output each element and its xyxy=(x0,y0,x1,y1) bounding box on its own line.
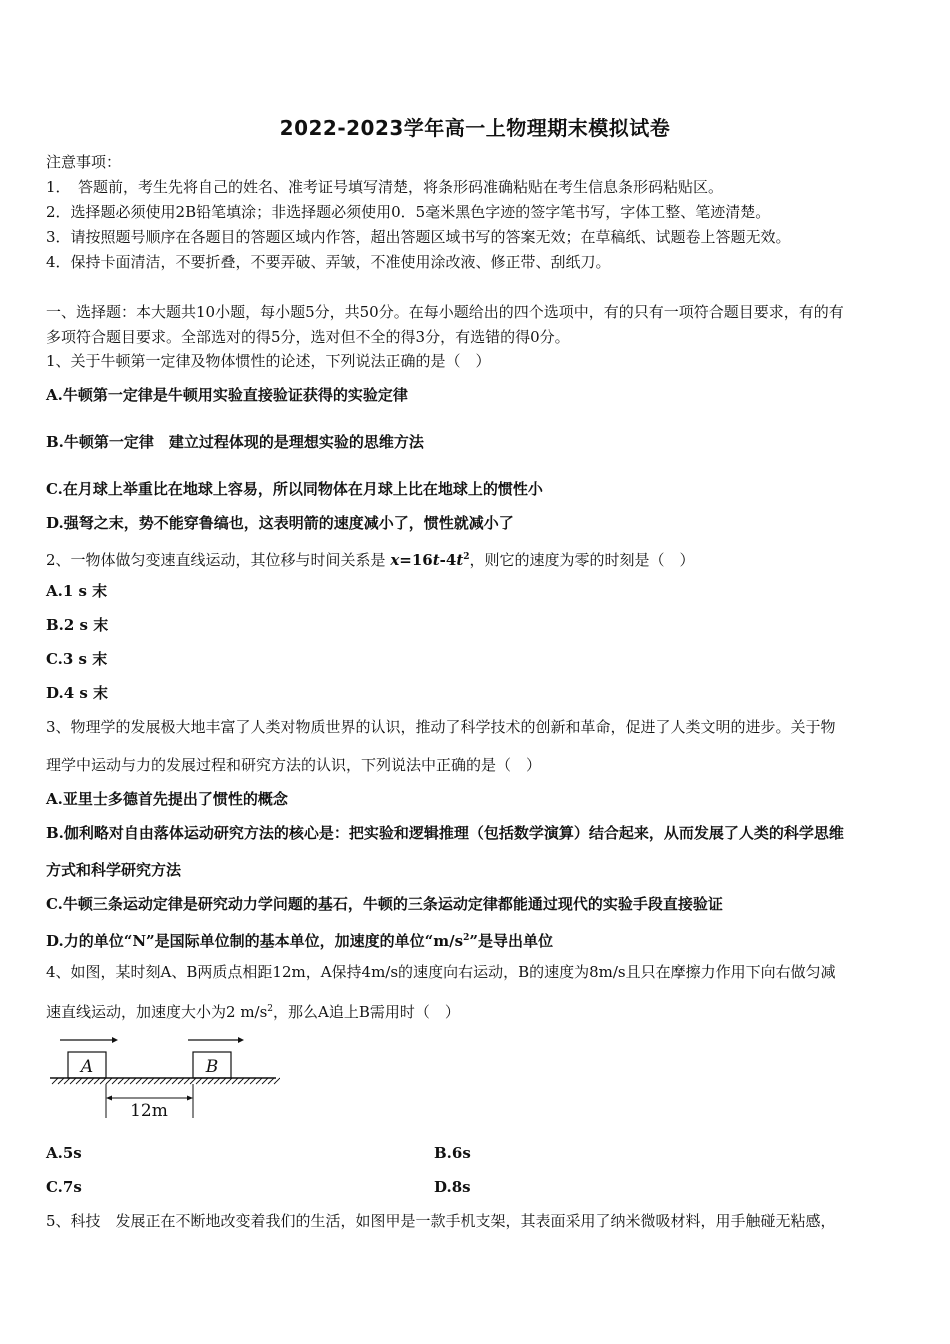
q1-stem: 1、关于牛顿第一定律及物体惯性的论述，下列说法正确的是（ ） xyxy=(46,352,491,370)
q2-formula-exponent: 2 xyxy=(463,552,470,562)
q1-option-c: C.在月球上举重比在地球上容易，所以同物体在月球上比在地球上的惯性小 xyxy=(46,480,543,498)
q2-formula-mid: =16 xyxy=(399,551,433,569)
q1-option-a: A.牛顿第一定律是牛顿用实验直接验证获得的实验定律 xyxy=(46,386,408,404)
block-a-label: A xyxy=(80,1057,94,1077)
q2-formula-x: x xyxy=(390,551,400,569)
q3-stem-line-2: 理学中运动与力的发展过程和研究方法的认识，下列说法中正确的是（ ） xyxy=(46,756,542,774)
q3-stem-line-1: 3、物理学的发展极大地丰富了人类对物质世界的认识，推动了科学技术的创新和革命，促进了人类文明的进步。关于物 xyxy=(46,718,836,736)
q2-formula-minus: -4 xyxy=(439,551,457,569)
q4-stem-line-2 xyxy=(46,999,908,1022)
q3-option-d-exponent: 2 xyxy=(463,933,470,943)
q4-stem-line-1: 4、如图，某时刻A、B两质点相距12m，A保持4m/s的速度向右运动，B的速度为8m/s且只在摩擦力作用下向右做匀减 xyxy=(46,963,836,981)
notice-item-3: 3．请按照题号顺序在各题目的答题区域内作答，超出答题区域书写的答案无效；在草稿纸、试题卷上答题无效。 xyxy=(46,228,791,246)
q3-option-d-pre: D.力的单位“N”是国际单位制的基本单位，加速度的单位“m/s xyxy=(46,932,464,950)
q4-option-c: C.7s xyxy=(46,1178,82,1196)
q1-option-d: D.强弩之末，势不能穿鲁缟也，这表明箭的速度减小了，惯性就减小了 xyxy=(46,514,514,532)
q4-figure-diagram xyxy=(48,1034,280,1124)
q3-option-b-line-2: 方式和科学研究方法 xyxy=(46,861,182,879)
q2-formula-t2: t xyxy=(456,551,464,569)
q5-stem-line-1: 5、科技 发展正在不断地改变着我们的生活，如图甲是一款手机支架，其表面采用了纳米微吸材料，用手触碰无粘感， xyxy=(46,1212,836,1230)
q2-stem-post: ，则它的速度为零的时刻是（ ） xyxy=(469,551,695,569)
notice-heading: 注意事项： xyxy=(46,153,122,171)
notice-item-1: 1． 答题前，考生先将自己的姓名、准考证号填写清楚，将条形码准确粘贴在考生信息条形码粘贴区。 xyxy=(46,178,724,196)
distance-arrow-icon xyxy=(106,1096,193,1101)
q4-option-b: B.6s xyxy=(434,1144,471,1162)
distance-label: 12m xyxy=(130,1101,168,1121)
q2-option-d: D.4 s 末 xyxy=(46,684,109,702)
q3-option-d xyxy=(46,928,908,951)
arrow-a-icon xyxy=(60,1037,118,1043)
block-b-label: B xyxy=(205,1057,219,1077)
arrow-b-icon xyxy=(188,1037,244,1043)
q3-option-b-line-1: B.伽利略对自由落体运动研究方法的核心是：把实验和逻辑推理（包括数学演算）结合起来，从而发展了人类的科学思维 xyxy=(46,824,844,842)
q4-option-d: D.8s xyxy=(434,1178,471,1196)
q4-stem-line-2-post: ，那么A追上B需用时（ ） xyxy=(273,1003,460,1021)
q2-formula-t1: t xyxy=(432,551,440,569)
section-instructions-line-1: 一、选择题：本大题共10小题，每小题5分，共50分。在每小题给出的四个选项中，有的只有一项符合题目要求，有的有 xyxy=(46,303,844,321)
page-title: 2022-2023学年高一上物理期末模拟试卷 xyxy=(279,116,671,140)
q4-stem-exponent: 2 xyxy=(267,1004,274,1014)
q2-option-c: C.3 s 末 xyxy=(46,650,108,668)
q4-option-a: A.5s xyxy=(46,1144,82,1162)
section-instructions-line-2: 多项符合题目要求。全部选对的得5分，选对但不全的得3分，有选错的得0分。 xyxy=(46,328,570,346)
notice-item-4: 4．保持卡面清洁，不要折叠，不要弄破、弄皱，不准使用涂改液、修正带、刮纸刀。 xyxy=(46,253,611,271)
q1-option-b: B.牛顿第一定律 建立过程体现的是理想实验的思维方法 xyxy=(46,433,424,451)
q2-option-b: B.2 s 末 xyxy=(46,616,109,634)
q3-option-d-post: ”是导出单位 xyxy=(469,932,553,950)
q3-option-c: C.牛顿三条运动定律是研究动力学问题的基石，牛顿的三条运动定律都能通过现代的实验手段直接验证 xyxy=(46,895,723,913)
notice-item-2: 2．选择题必须使用2B铅笔填涂；非选择题必须使用0．5毫米黑色字迹的签字笔书写，字体工整、笔迹清楚。 xyxy=(46,203,771,221)
q3-option-a: A.亚里士多德首先提出了惯性的概念 xyxy=(46,790,288,808)
ground-hatching xyxy=(52,1078,280,1084)
q2-stem xyxy=(46,547,908,570)
q2-option-a: A.1 s 末 xyxy=(46,582,108,600)
q2-stem-pre: 2、一物体做匀变速直线运动，其位移与时间关系是 xyxy=(46,551,391,569)
q4-stem-line-2-pre: 速直线运动，加速度大小为2 m/s xyxy=(46,1003,268,1021)
